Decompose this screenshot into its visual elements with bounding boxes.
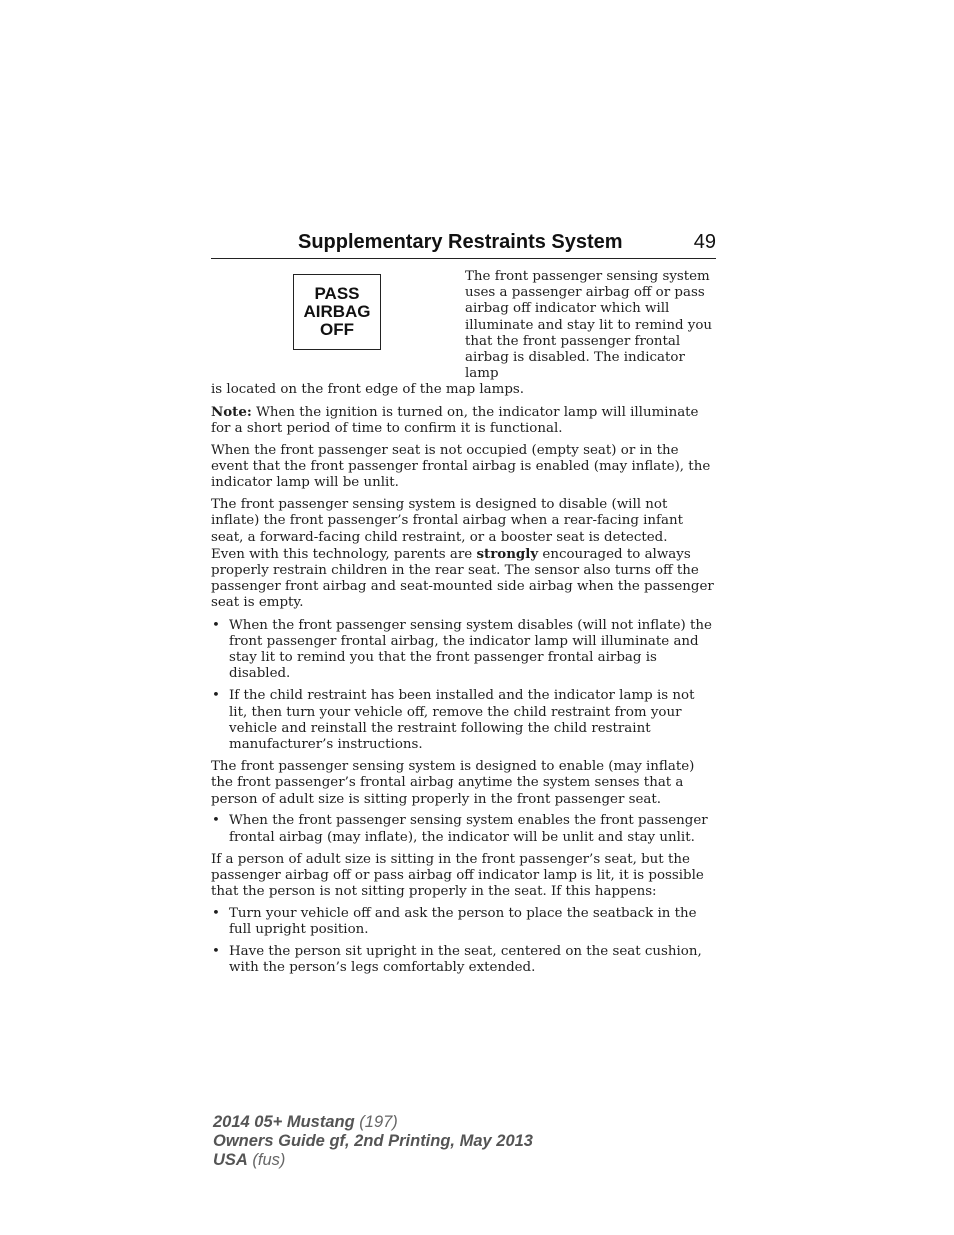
footer-model-code: (197)	[354, 1113, 398, 1131]
footer-market: USA	[213, 1151, 248, 1169]
list-item	[211, 906, 716, 938]
disable-bullet-list	[211, 618, 716, 754]
bullet-icon: •	[212, 688, 220, 704]
footer-line-3	[213, 1151, 533, 1170]
adult-paragraph: If a person of adult size is sitting in the front passenger’s seat, but the passenger airbag off or pass airbag off indicator lamp is lit, it is possible that the person is not sitting properly in the seat. If this happens:	[211, 851, 704, 900]
intro-continued: is located on the front edge of the map lamps.	[211, 382, 525, 398]
bullet-icon: •	[212, 617, 220, 633]
list-item	[211, 618, 716, 683]
footer-line-1	[213, 1113, 533, 1132]
list-item	[211, 688, 716, 753]
enable-bullet-list	[211, 813, 716, 845]
intro-line: airbag off indicator which will	[465, 301, 670, 317]
bullet-icon: •	[212, 944, 220, 960]
list-item-text: When the front passenger sensing system disables (will not inflate) the front passenger frontal airbag, the indicator lamp will illuminate and stay lit to remind you that the front passenger frontal airbag is disabled.	[229, 617, 712, 682]
intro-line: The front passenger sensing system	[465, 269, 710, 284]
intro-line: that the front passenger frontal	[465, 333, 681, 349]
indicator-line-3: OFF	[320, 320, 354, 339]
enable-paragraph: The front passenger sensing system is designed to enable (may inflate) the front passenger’s frontal airbag anytime the system senses that a person of adult size is sitting properly in the front passenger seat.	[211, 759, 695, 807]
disable-text: The front passenger sensing system is designed to disable (will not inflate) the front passenger’s frontal airbag when a rear-facing infant seat, a forward-facing child restraint, or a booster seat is detected.	[211, 497, 683, 545]
list-item	[211, 813, 716, 845]
footer-market-code: (fus)	[247, 1151, 286, 1169]
adult-bullet-list	[211, 906, 716, 977]
list-item	[211, 944, 716, 976]
indicator-line-2: AIRBAG	[303, 302, 371, 321]
bullet-icon: •	[212, 813, 220, 829]
intro-line: uses a passenger airbag off or pass	[465, 285, 705, 301]
footer-guide: Owners Guide gf, 2nd Printing, May 2013	[213, 1132, 533, 1150]
footer-model: 2014 05+ Mustang	[213, 1113, 355, 1131]
note-paragraph	[211, 404, 716, 437]
disable-paragraph	[211, 497, 716, 611]
section-header	[211, 229, 716, 259]
list-item-text: When the front passenger sensing system enables the front passenger frontal airbag (may inflate), the indicator will be unlit and stay unlit.	[229, 813, 708, 845]
body-text	[211, 269, 716, 983]
page-number: 49	[693, 231, 716, 253]
strongly-before: Even with this technology, parents are	[211, 546, 477, 562]
intro-line: illuminate and stay lit to remind you	[465, 317, 713, 333]
document-footer	[213, 1113, 533, 1170]
list-item-text: Have the person sit upright in the seat, centered on the seat cushion, with the person’s legs comfortably extended.	[229, 944, 702, 976]
note-text: When the ignition is turned on, the indicator lamp will illuminate for a short period of time to confirm it is functional.	[211, 405, 699, 437]
note-label: Note:	[211, 404, 252, 421]
list-item-text: Turn your vehicle off and ask the person to place the seatback in the full upright position.	[229, 905, 697, 938]
unoccupied-paragraph: When the front passenger seat is not occupied (empty seat) or in the event that the front passenger frontal airbag is enabled (may inflate), the indicator lamp will be unlit.	[211, 443, 711, 491]
intro-line: airbag is disabled. The indicator lamp	[465, 350, 685, 382]
section-title: Supplementary Restraints System	[298, 231, 623, 253]
bullet-icon: •	[212, 905, 220, 921]
footer-line-2	[213, 1132, 533, 1151]
intro-paragraph-right	[465, 269, 716, 382]
strongly-bold: strongly	[476, 545, 539, 562]
indicator-line-1: PASS	[314, 284, 360, 303]
strongly-after: encouraged to always properly restrain children in the rear seat. The sensor also turns off the passenger front airbag and seat-mounted side airbag when the passenger seat is empty.	[211, 546, 714, 611]
list-item-text: If the child restraint has been installed and the indicator lamp is not lit, then turn your vehicle off, remove the child restraint from your vehicle and reinstall the restraint following the child restraint manufacturer’s instructions.	[229, 688, 695, 752]
